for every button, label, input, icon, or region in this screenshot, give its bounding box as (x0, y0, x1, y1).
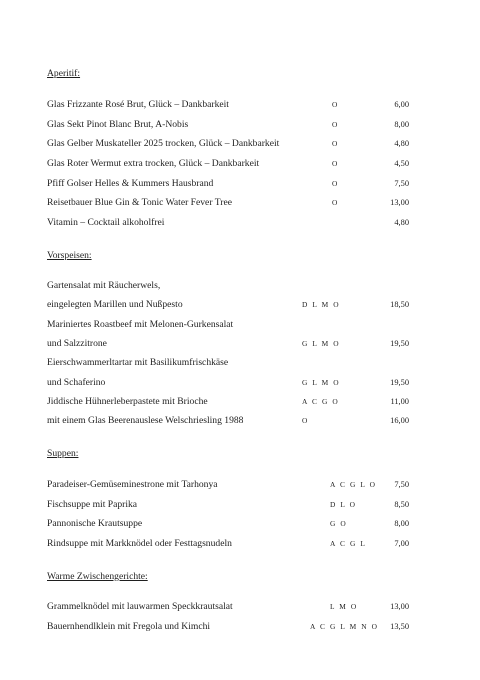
item-name: Glas Sekt Pinot Blanc Brut, A-Nobis (47, 119, 189, 130)
item-allergens: A C G L (330, 539, 367, 548)
item-price: 11,00 (390, 397, 409, 406)
item-name: und Schaferino (47, 377, 106, 388)
item-allergens: O (302, 416, 309, 425)
item-price: 7,00 (394, 539, 409, 548)
item-name: Mariniertes Roastbeef mit Melonen-Gurkensalat (47, 319, 234, 330)
item-price: 7,50 (394, 179, 409, 188)
item-allergens: A C G L O (330, 480, 377, 489)
item-allergens: L M O (330, 602, 358, 611)
section-title-vorspeisen: Vorspeisen: (47, 250, 92, 261)
item-allergens: G L M O (302, 339, 341, 348)
item-price: 8,50 (394, 500, 409, 509)
item-price: 13,50 (390, 622, 409, 631)
item-price: 16,00 (390, 416, 409, 425)
item-name: Rindsuppe mit Markknödel oder Festtagsnudeln (47, 538, 232, 549)
item-name: Bauernhendlklein mit Fregola und Kimchi (47, 621, 211, 632)
item-price: 6,00 (394, 100, 409, 109)
item-name: und Salzzitrone (47, 338, 107, 349)
item-price: 7,50 (394, 480, 409, 489)
item-price: 4,80 (394, 139, 409, 148)
item-name: Jiddische Hühnerleberpastete mit Brioche (47, 396, 208, 407)
item-name: Gartensalat mit Räucherwels, (47, 280, 161, 291)
item-allergens: O (332, 198, 339, 207)
item-name: Grammelknödel mit lauwarmen Speckkrautsalat (47, 601, 233, 612)
item-price: 19,50 (390, 339, 409, 348)
item-price: 18,50 (390, 300, 409, 309)
item-allergens: O (332, 139, 339, 148)
item-price: 13,00 (390, 198, 409, 207)
item-allergens: A C G L M N O (310, 622, 379, 631)
item-price: 8,00 (394, 519, 409, 528)
item-allergens: A C G O (302, 397, 340, 406)
item-price: 4,80 (394, 218, 409, 227)
item-name: Fischsuppe mit Paprika (47, 499, 138, 510)
section-title-suppen: Suppen: (47, 448, 79, 459)
item-allergens: O (332, 120, 339, 129)
item-price: 19,50 (390, 378, 409, 387)
item-name: eingelegten Marillen und Nußpesto (47, 299, 183, 310)
item-price: 4,50 (394, 159, 409, 168)
item-allergens: D L M O (302, 300, 341, 309)
item-name: Glas Roter Wermut extra trocken, Glück – Dankbarkeit (47, 158, 260, 169)
item-allergens: D L O (330, 500, 357, 509)
section-title-aperitif: Aperitif: (47, 68, 81, 79)
item-allergens: O (332, 159, 339, 168)
item-name: Glas Gelber Muskateller 2025 trocken, Glück – Dankbarkeit (47, 138, 280, 149)
item-name: Glas Frizzante Rosé Brut, Glück – Dankbarkeit (47, 99, 229, 110)
item-name: Paradeiser-Gemüseminestrone mit Tarhonya (47, 479, 218, 490)
item-name: Pannonische Krautsuppe (47, 518, 143, 529)
item-price: 13,00 (390, 602, 409, 611)
item-allergens: G O (330, 519, 348, 528)
item-price: 8,00 (394, 120, 409, 129)
item-name: Eierschwammerltartar mit Basilikumfrischkäse (47, 357, 229, 368)
item-name: Pfiff Golser Helles & Kummers Hausbrand (47, 178, 214, 189)
item-allergens: O (332, 100, 339, 109)
item-allergens: O (332, 179, 339, 188)
item-name: Vitamin – Cocktail alkoholfrei (47, 217, 165, 228)
item-allergens: G L M O (302, 378, 341, 387)
item-name: mit einem Glas Beerenauslese Welschriesling 1988 (47, 415, 244, 426)
item-name: Reisetbauer Blue Gin & Tonic Water Fever Tree (47, 197, 232, 208)
section-title-warme-zwischengerichte: Warme Zwischengerichte: (47, 571, 148, 582)
